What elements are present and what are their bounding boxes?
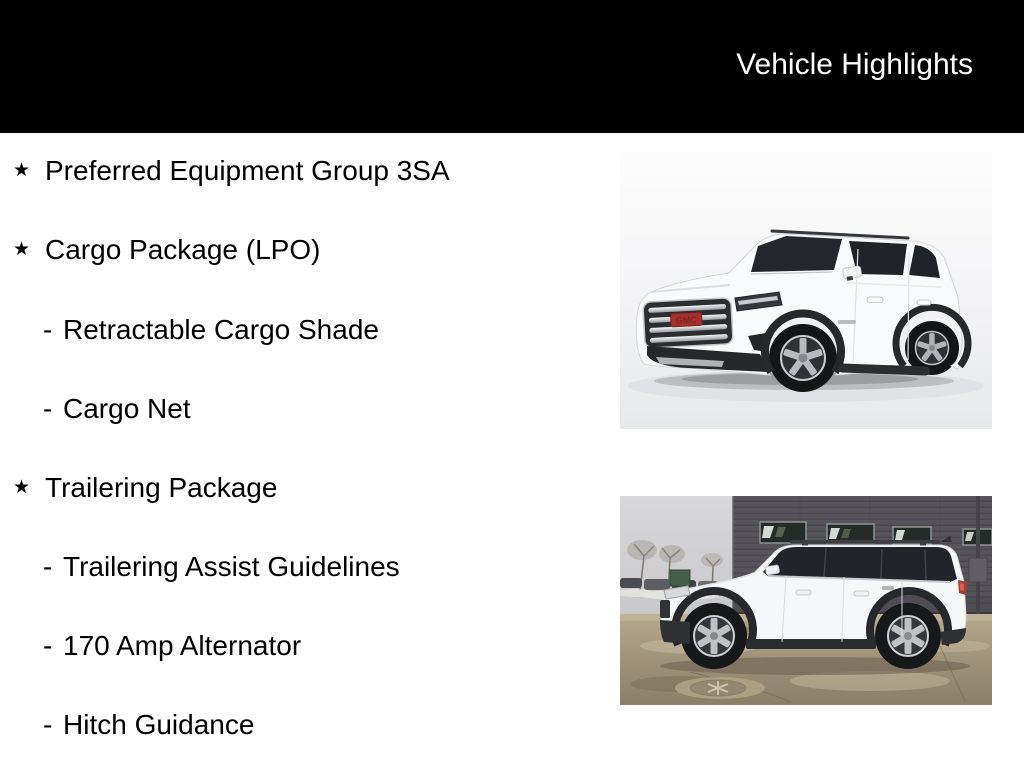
vehicle-side-illustration	[620, 496, 992, 705]
list-subitem	[0, 705, 615, 745]
list-item-label: Trailering Package	[45, 472, 278, 503]
list-item	[0, 151, 615, 191]
dash-bullet: -	[43, 393, 53, 424]
star-bullet-icon: ★	[13, 160, 31, 181]
list-item-label: Preferred Equipment Group 3SA	[45, 155, 450, 186]
dash-bullet: -	[43, 551, 53, 582]
list-subitem	[0, 547, 615, 587]
list-subitem	[0, 310, 615, 350]
list-subitem-label: Trailering Assist Guidelines	[63, 551, 400, 582]
list-subitem-label: Retractable Cargo Shade	[63, 314, 379, 345]
grille	[643, 298, 733, 349]
list-subitem	[0, 626, 615, 666]
vehicle-photo-side	[620, 496, 992, 705]
page-title: Vehicle Highlights	[736, 48, 973, 81]
list-item	[0, 230, 615, 270]
slide-header-bar	[0, 0, 1024, 133]
dash-bullet: -	[43, 709, 53, 740]
dash-bullet: -	[43, 314, 53, 345]
list-item	[0, 468, 615, 508]
vehicle-photo-front	[620, 152, 992, 429]
list-item-label: Cargo Package (LPO)	[45, 234, 321, 265]
list-subitem-label: Hitch Guidance	[63, 709, 255, 740]
dash-bullet: -	[43, 630, 53, 661]
list-subitem	[0, 389, 615, 429]
vehicle-front-illustration	[620, 152, 992, 429]
star-bullet-icon: ★	[13, 239, 31, 260]
list-subitem-label: Cargo Net	[63, 393, 191, 424]
star-bullet-icon: ★	[13, 477, 31, 498]
list-subitem-label: 170 Amp Alternator	[63, 630, 302, 661]
gmc-badge-text: GMC	[675, 314, 698, 326]
